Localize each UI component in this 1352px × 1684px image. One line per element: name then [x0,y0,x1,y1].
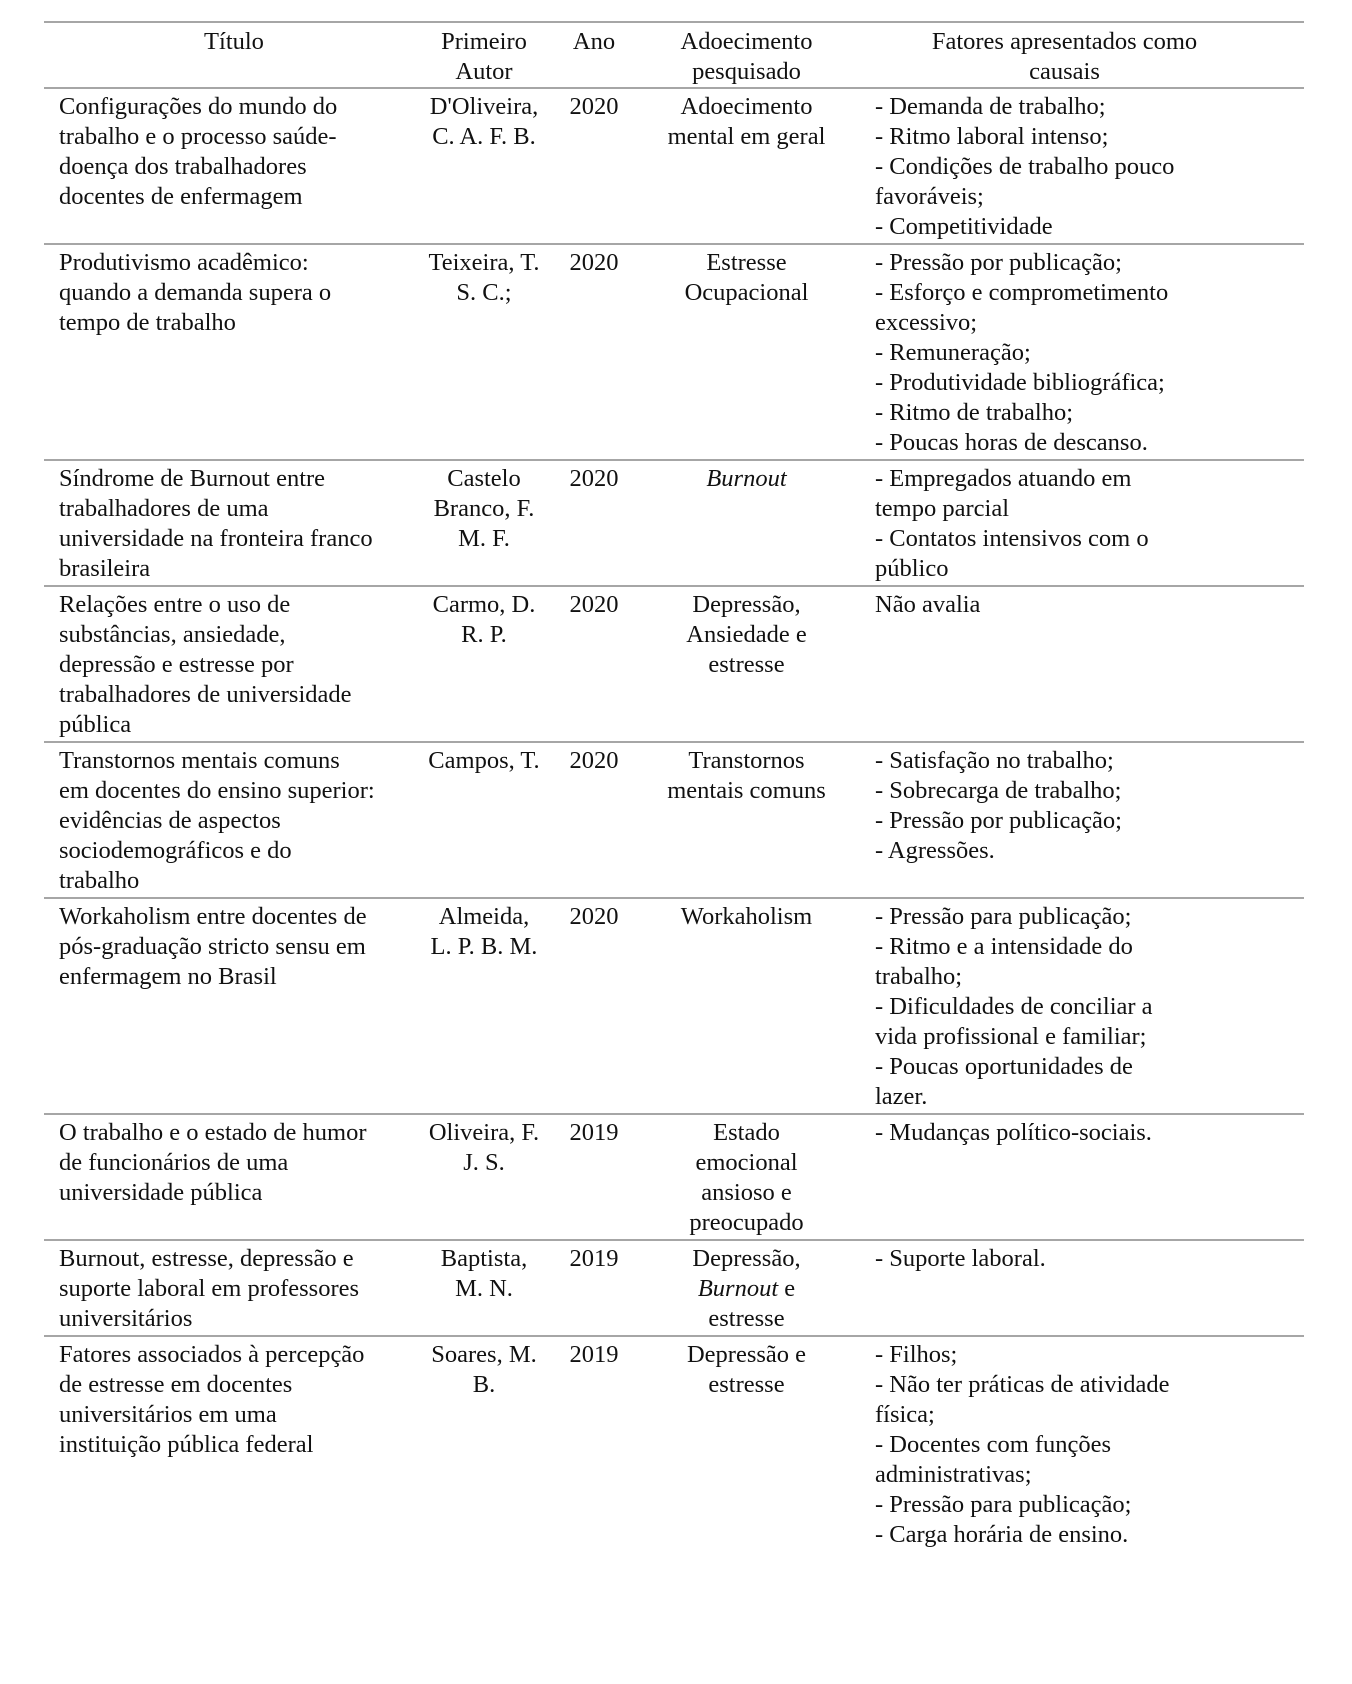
title-line: universitários [59,1305,193,1332]
illness-line [652,776,841,806]
title-line: Transtornos mentais comuns [59,747,340,774]
cell-year [544,742,644,898]
cell-factors [849,742,1304,898]
cell-author [424,1240,544,1336]
cell-illness [644,244,849,460]
year-text: 2020 [569,747,619,774]
cell-author [424,1114,544,1240]
illness-text: Depressão, [692,1245,801,1272]
author-line: M. F. [458,525,510,552]
year-text: 2020 [569,591,619,618]
author-line: Campos, T. [428,747,540,774]
illness-text: Ocupacional [684,279,809,306]
header-illness-line: Adoecimento [680,28,813,55]
illness-line [652,1370,841,1400]
factor-line: vida profissional e familiar; [875,1023,1147,1050]
factor-line: - Remuneração; [875,339,1031,366]
illness-text: estresse [708,1305,785,1332]
table-row [44,586,1304,742]
title-line: brasileira [59,555,151,582]
title-line: tempo de trabalho [59,309,236,336]
factor-line: - Pressão para publicação; [875,1491,1132,1518]
cell-year [544,88,644,244]
title-line: em docentes do ensino superior: [59,777,375,804]
illness-line [652,1340,841,1370]
title-line: enfermagem no Brasil [59,963,277,990]
year-text: 2019 [569,1341,619,1368]
factor-line: - Ritmo laboral intenso; [875,123,1109,150]
cell-year [544,460,644,586]
author-line: Carmo, D. [432,591,536,618]
title-line: Fatores associados à percepção [59,1341,365,1368]
cell-author [424,244,544,460]
factor-line: - Contatos intensivos com o [875,525,1149,552]
cell-factors [849,88,1304,244]
factor-line: - Mudanças político-sociais. [875,1119,1152,1146]
table-row [44,1240,1304,1336]
factor-line: - Ritmo de trabalho; [875,399,1073,426]
title-line: Síndrome de Burnout entre [59,465,326,492]
author-line: R. P. [461,621,507,648]
cell-year [544,1336,644,1551]
factor-line: administrativas; [875,1461,1032,1488]
factor-line: - Agressões. [875,837,995,864]
cell-author [424,898,544,1114]
title-line: suporte laboral em professores [59,1275,360,1302]
factor-line: tempo parcial [875,495,1010,522]
illness-text: ansioso e [701,1179,792,1206]
title-line: de estresse em docentes [59,1371,293,1398]
title-line: Burnout, estresse, depressão e [59,1245,354,1272]
cell-illness [644,742,849,898]
author-line: S. C.; [456,279,512,306]
header-author-line: Primeiro [441,28,527,55]
factor-line: lazer. [875,1083,928,1110]
cell-year [544,1114,644,1240]
illness-text: Ansiedade e [686,621,807,648]
author-line: M. N. [455,1275,513,1302]
factor-line: - Poucas horas de descanso. [875,429,1148,456]
title-line: sociodemográficos e do [59,837,292,864]
title-line: docentes de enfermagem [59,183,303,210]
cell-illness [644,460,849,586]
illness-line [652,1244,841,1274]
cell-year [544,1240,644,1336]
header-author-line: Autor [455,58,513,85]
cell-author [424,586,544,742]
author-line: Branco, F. [433,495,535,522]
header-illness-line: pesquisado [692,58,801,85]
factor-line: trabalho; [875,963,963,990]
title-line: Configurações do mundo do [59,93,338,120]
title-line: universidade pública [59,1179,263,1206]
illness-text: preocupado [689,1209,804,1236]
cell-year [544,244,644,460]
title-line: O trabalho e o estado de humor [59,1119,367,1146]
cell-title [44,898,424,1114]
factor-line: - Filhos; [875,1341,958,1368]
factor-line: - Esforço e comprometimento [875,279,1169,306]
cell-title [44,88,424,244]
factor-line: - Pressão para publicação; [875,903,1132,930]
illness-line [652,122,841,152]
author-line: J. S. [463,1149,505,1176]
illness-text: Depressão e [686,1341,807,1368]
header-year-text: Ano [572,28,616,55]
factor-line: público [875,555,949,582]
illness-text: Depressão, [692,591,801,618]
illness-text-italic: Burnout [697,1275,779,1302]
illness-text: e [778,1275,796,1302]
cell-factors [849,1114,1304,1240]
cell-year [544,898,644,1114]
author-line: B. [472,1371,496,1398]
title-line: Produtivismo acadêmico: [59,249,309,276]
illness-line [652,902,841,932]
header-illness [644,22,849,88]
year-text: 2020 [569,465,619,492]
factor-line: - Pressão por publicação; [875,249,1122,276]
title-line: universidade na fronteira franco [59,525,373,552]
factor-line: favoráveis; [875,183,984,210]
author-line: Oliveira, F. [428,1119,540,1146]
factor-line: - Produtividade bibliográfica; [875,369,1165,396]
author-line: L. P. B. M. [430,933,538,960]
illness-text: Adoecimento [680,93,813,120]
cell-factors [849,898,1304,1114]
title-line: trabalhadores de uma [59,495,269,522]
illness-line [652,590,841,620]
title-line: depressão e estresse por [59,651,294,678]
factor-line: excessivo; [875,309,978,336]
illness-text: Transtornos [688,747,805,774]
illness-text: Workaholism [680,903,813,930]
title-line: universitários em uma [59,1401,277,1428]
year-text: 2020 [569,249,619,276]
title-line: de funcionários de uma [59,1149,289,1176]
cell-title [44,742,424,898]
table-row [44,1114,1304,1240]
factor-line: - Sobrecarga de trabalho; [875,777,1122,804]
cell-illness [644,1336,849,1551]
cell-illness [644,898,849,1114]
title-line: instituição pública federal [59,1431,314,1458]
illness-line [652,620,841,650]
table-row [44,898,1304,1114]
illness-line [652,1118,841,1148]
table-row [44,88,1304,244]
cell-title [44,1240,424,1336]
illness-text: mentais comuns [667,777,826,804]
cell-author [424,88,544,244]
author-line: Soares, M. [431,1341,537,1368]
cell-author [424,1336,544,1551]
author-line: Baptista, [440,1245,528,1272]
factor-line: - Competitividade [875,213,1053,240]
cell-illness [644,586,849,742]
illness-line [652,1304,841,1334]
illness-text: estresse [708,651,785,678]
illness-line [652,464,841,494]
cell-factors [849,1240,1304,1336]
table-row [44,460,1304,586]
year-text: 2020 [569,903,619,930]
header-factors [849,22,1304,88]
header-title-text: Título [204,28,264,55]
header-author [424,22,544,88]
year-text: 2020 [569,93,619,120]
studies-table [44,21,1304,1551]
factor-line: - Dificuldades de conciliar a [875,993,1153,1020]
title-line: pública [59,711,132,738]
title-line: Workaholism entre docentes de [59,903,367,930]
illness-text: Estresse [706,249,787,276]
table-header-row [44,22,1304,88]
cell-factors [849,1336,1304,1551]
factor-line: - Poucas oportunidades de [875,1053,1133,1080]
author-line: Castelo [447,465,521,492]
cell-title [44,244,424,460]
title-line: pós-graduação stricto sensu em [59,933,366,960]
header-factors-line: Fatores apresentados como [931,28,1198,55]
illness-line [652,278,841,308]
title-line: substâncias, ansiedade, [59,621,286,648]
cell-title [44,1336,424,1551]
illness-text: emocional [695,1149,798,1176]
factor-line: - Satisfação no trabalho; [875,747,1114,774]
illness-line [652,650,841,680]
illness-line [652,1208,841,1238]
table-row [44,742,1304,898]
table-row [44,244,1304,460]
author-line: C. A. F. B. [432,123,536,150]
cell-illness [644,1114,849,1240]
header-title [44,22,424,88]
factor-line: física; [875,1401,935,1428]
illness-line [652,1148,841,1178]
cell-factors [849,586,1304,742]
illness-line [652,1274,841,1304]
cell-illness [644,88,849,244]
title-line: quando a demanda supera o [59,279,332,306]
cell-title [44,586,424,742]
author-line: D'Oliveira, [429,93,539,120]
factor-line: - Suporte laboral. [875,1245,1046,1272]
cell-author [424,742,544,898]
factor-line: - Não ter práticas de atividade [875,1371,1170,1398]
title-line: trabalho [59,867,140,894]
year-text: 2019 [569,1119,619,1146]
illness-line [652,746,841,776]
table-body [44,88,1304,1551]
table-row [44,1336,1304,1551]
factor-line: - Pressão por publicação; [875,807,1122,834]
cell-illness [644,1240,849,1336]
cell-factors [849,460,1304,586]
title-line: trabalhadores de universidade [59,681,352,708]
illness-line [652,1178,841,1208]
illness-text: mental em geral [667,123,826,150]
title-line: doença dos trabalhadores [59,153,307,180]
title-line: Relações entre o uso de [59,591,291,618]
factor-line: - Demanda de trabalho; [875,93,1106,120]
cell-year [544,586,644,742]
cell-author [424,460,544,586]
factor-line: - Condições de trabalho pouco [875,153,1175,180]
studies-table-container [44,21,1304,1551]
illness-text-italic: Burnout [706,465,787,492]
illness-line [652,248,841,278]
factor-line: - Ritmo e a intensidade do [875,933,1133,960]
illness-line [652,92,841,122]
title-line: trabalho e o processo saúde- [59,123,337,150]
cell-factors [849,244,1304,460]
factor-line: - Carga horária de ensino. [875,1521,1129,1548]
header-factors-line: causais [1029,58,1100,85]
cell-title [44,1114,424,1240]
year-text: 2019 [569,1245,619,1272]
factor-line: - Empregados atuando em [875,465,1132,492]
author-line: Almeida, [438,903,530,930]
factor-line: Não avalia [875,591,981,618]
title-line: evidências de aspectos [59,807,281,834]
author-line: Teixeira, T. [428,249,540,276]
factor-line: - Docentes com funções [875,1431,1112,1458]
illness-text: estresse [708,1371,785,1398]
cell-title [44,460,424,586]
header-year [544,22,644,88]
illness-text: Estado [713,1119,780,1146]
